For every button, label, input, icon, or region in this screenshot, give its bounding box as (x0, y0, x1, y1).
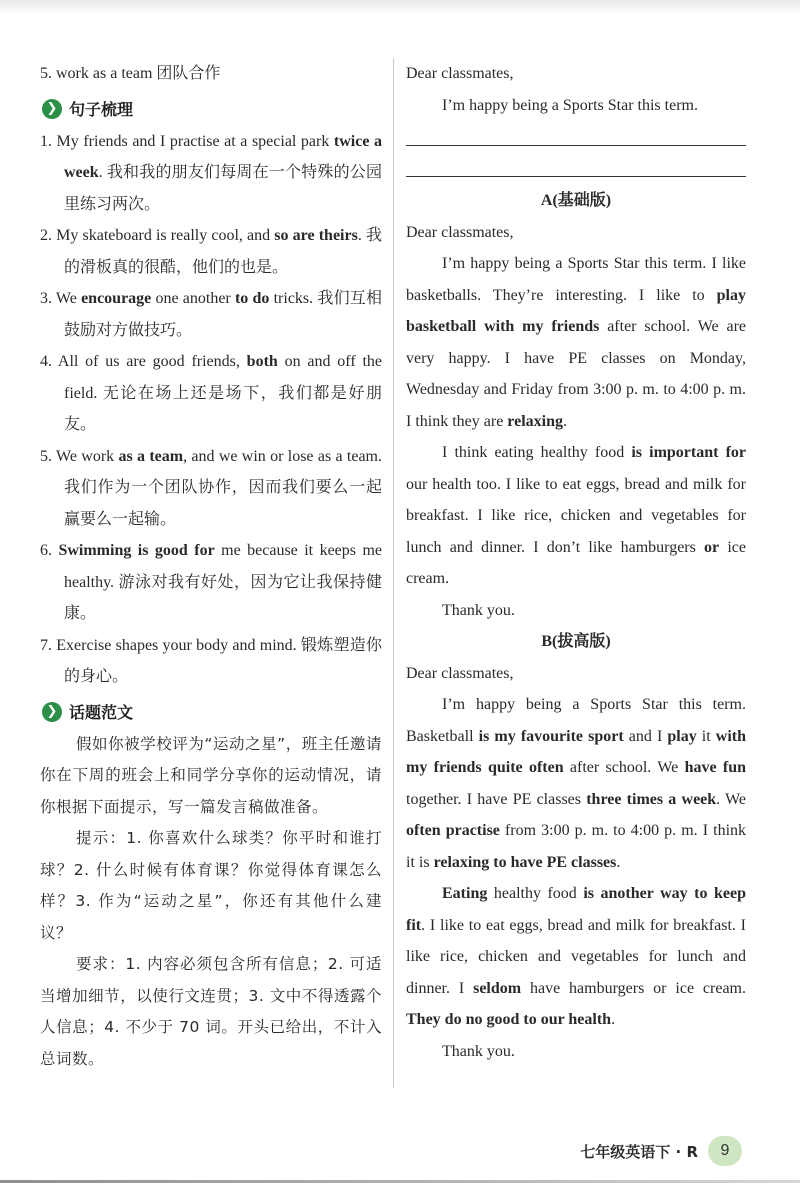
bold-phrase: is important for (631, 444, 746, 461)
text-run: after school. We are very happy. I have PE classes on Monday, Wednesday and Friday from 3:00 p. m. to 4:00 p. m. I think they are (406, 318, 747, 430)
version-b-greeting: Dear classmates, (406, 664, 514, 682)
text-run: our health too. I like to eat eggs, bread and milk for breakfast. I like rice, chicken and vegetables for lunch and dinner. I don’t like hamburgers (406, 475, 746, 556)
bold-phrase: They do no good to our health (406, 1011, 612, 1028)
text-run: and I (623, 727, 668, 745)
sentence-item (40, 441, 382, 536)
text-run: ice cream. (406, 538, 746, 587)
left-column (40, 58, 382, 1075)
bold-phrase: often practise (406, 822, 500, 839)
bold-phrase: is another way to keep fit (406, 885, 747, 934)
bold-phrase: play basketball with my friends (406, 286, 746, 335)
topic-requirements: 要求：1. 内容必须包含所有信息；2. 可适当增加细节，以使行文连贯；3. 文中不得透露个人信息；4. 不少于 70 词。开头已给出，不计入总词数。 (40, 955, 382, 1068)
version-a-paragraph-1 (406, 248, 746, 437)
text-run: . (563, 412, 567, 430)
sentence-item (40, 126, 382, 221)
version-a-paragraph-2 (406, 437, 746, 595)
bold-phrase: relaxing to have PE classes (433, 853, 617, 871)
page-number: 9 (708, 1136, 742, 1166)
right-column (406, 58, 746, 1067)
version-a-title: A(基础版) (540, 192, 612, 209)
bold-phrase: both (246, 353, 278, 370)
text-run: , and we win or lose as a team. 我们作为一个团队协作，因而我们要么一起赢要么一起输。 (64, 447, 383, 528)
column-divider (393, 58, 394, 1088)
bold-phrase: or (704, 538, 720, 556)
text-run: have hamburgers or ice cream. (521, 979, 747, 997)
topic-intro: 假如你被学校评为“运动之星”，班主任邀请你在下周的班会上和同学分享你的运动情况，请你根据下面提示，写一篇发言稿做准备。 (40, 734, 382, 816)
section-header-sentences (42, 94, 382, 124)
bold-phrase: with my friends quite often (406, 727, 747, 776)
text-run: . We (716, 790, 747, 808)
version-b-paragraph-2 (406, 878, 746, 1036)
version-a-greeting: Dear classmates, (406, 223, 514, 241)
bold-phrase: Eating (442, 885, 488, 902)
text-run: together. I have PE classes (406, 790, 587, 808)
book-label: 七年级英语下 · R (580, 1142, 698, 1161)
text-run: 4. All of us are good friends, (40, 353, 247, 370)
section-title: 句子梳理 (69, 100, 134, 119)
topic-hint: 提示：1. 你喜欢什么球类？你平时和谁打球？2. 什么时候有体育课？你觉得体育课怎么样？3. 作为“运动之星”，你还有其他什么建议？ (40, 829, 382, 942)
section-title: 话题范文 (69, 703, 134, 722)
text-run: one another (151, 290, 235, 307)
text-run: tricks. 我们互相鼓励对方做技巧。 (64, 290, 382, 339)
bold-phrase: play (667, 727, 697, 745)
text-run: . (611, 1011, 616, 1028)
bold-phrase: twice a week (64, 132, 382, 181)
sentence-list (40, 126, 382, 693)
bold-phrase: seldom (473, 979, 522, 997)
text-run: 6. (40, 542, 59, 559)
text-run: I’m happy being a Sports Star this term. I like basketballs. They’re interesting. I like to (406, 255, 746, 304)
chevron-right-icon: ❯ (42, 99, 62, 119)
bold-phrase: as a team (118, 447, 184, 465)
top-edge-shade (0, 0, 800, 14)
sentence-item (40, 535, 382, 630)
bold-phrase: encourage (81, 290, 152, 307)
text-run: 5. We work (40, 447, 119, 465)
bold-phrase: Swimming is good for (58, 542, 215, 559)
version-b-closing: Thank you. (442, 1042, 515, 1060)
bold-phrase: have fun (684, 759, 746, 776)
sentence-item (40, 220, 382, 283)
text-run: 1. My friends and I practise at a special park (40, 132, 334, 150)
text-run: . 我的滑板真的很酷，他们的也是。 (64, 227, 382, 276)
version-b-paragraph-1 (406, 689, 746, 878)
text-run: . I like to eat eggs, bread and milk for breakfast. I like rice, chicken and vegetables for lunch and dinner. I (406, 916, 746, 997)
version-b-title: B(拔高版) (541, 633, 611, 650)
bold-phrase: relaxing (507, 412, 563, 430)
text-run: I’m happy being a Sports Star this term. Basketball (406, 696, 746, 745)
text-run: healthy food (487, 885, 584, 902)
text-run: 7. Exercise shapes your body and mind. 锻炼塑造你的身心。 (40, 636, 382, 685)
version-a-closing: Thank you. (442, 601, 515, 619)
letter-opening: I’m happy being a Sports Star this term. (442, 96, 698, 114)
page-footer (580, 1136, 742, 1166)
sentence-item (40, 346, 382, 441)
text-run: it (696, 727, 716, 745)
section-header-topic (42, 697, 382, 727)
text-run: . (616, 853, 621, 871)
text-run: after school. We (563, 759, 685, 776)
bold-phrase: to do (234, 290, 270, 307)
text-run: 3. We (40, 290, 82, 307)
sentence-item (40, 630, 382, 693)
bold-phrase: is my favourite sport (478, 727, 624, 745)
bold-phrase: three times a week (586, 790, 717, 808)
text-run: me because it keeps me healthy. 游泳对我有好处，因为它让我保持健康。 (64, 542, 382, 622)
text-run: on and off the field. 无论在场上还是场下，我们都是好朋友。 (64, 353, 383, 433)
text-run: I think eating healthy food (442, 444, 632, 461)
text-run: . 我和我的朋友们每周在一个特殊的公园里练习两次。 (64, 164, 382, 213)
text-run: 2. My skateboard is really cool, and (40, 227, 275, 244)
letter-greeting: Dear classmates, (406, 65, 514, 82)
text-run: from 3:00 p. m. to 4:00 p. m. I think it is (406, 822, 747, 871)
chevron-right-icon: ❯ (42, 702, 62, 722)
bottom-edge-shade (0, 1180, 800, 1183)
phrase-item: 5. work as a team 团队合作 (40, 65, 221, 82)
bold-phrase: so are theirs (274, 227, 358, 244)
sentence-item (40, 283, 382, 346)
